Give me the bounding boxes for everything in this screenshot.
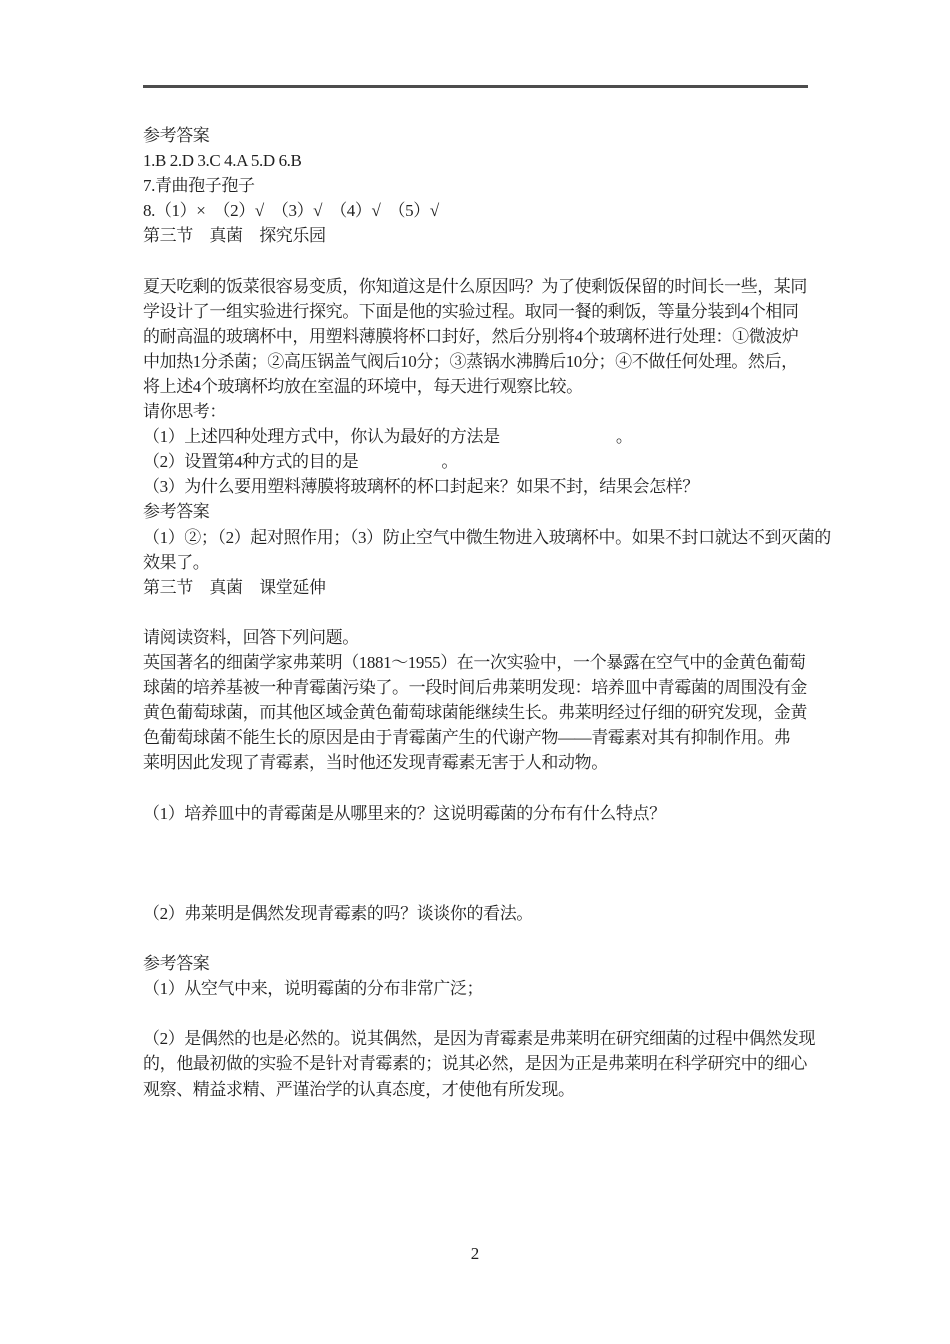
text-line: （1）从空气中来，说明霉菌的分布非常广泛； [143, 979, 484, 999]
text-line: 将上述4个玻璃杯均放在室温的环境中，每天进行观察比较。 [143, 376, 583, 396]
text-line: 色葡萄球菌不能生长的原因是由于青霉菌产生的代谢产物——青霉素对其有抑制作用。弗 [143, 728, 791, 748]
text-line: 8.（1）× （2）√ （3）√ （4）√ （5）√ [143, 201, 439, 221]
blank-line [143, 826, 809, 851]
text-line: 参考答案 [143, 126, 210, 145]
blank-line [143, 851, 809, 876]
text-line: （1）上述四种处理方式中，你认为最好的方法是 。 [143, 427, 633, 447]
text-line: 球菌的培养基被一种青霉菌污染了。一段时间后弗莱明发现：培养皿中青霉菌的周围没有金 [143, 678, 807, 698]
text-line: 黄色葡萄球菌，而其他区域金黄色葡萄球菌能继续生长。弗莱明经过仔细的研究发现，金黄 [143, 703, 807, 723]
blank-line [143, 926, 809, 951]
text-line: 请阅读资料，回答下列问题。 [143, 627, 359, 647]
blank-line [143, 876, 809, 901]
document-content [143, 123, 831, 1102]
text-line: 夏天吃剩的饭菜很容易变质，你知道这是什么原因吗？为了使剩饭保留的时间长一些，某同 [143, 276, 807, 296]
text-line: 的耐高温的玻璃杯中，用塑料薄膜将杯口封好，然后分别将4个玻璃杯进行处理：①微波炉 [143, 326, 799, 346]
text-line: 1.B 2.D 3.C 4.A 5.D 6.B [143, 151, 302, 171]
blank-line [143, 600, 809, 625]
text-line: 请你思考： [143, 402, 226, 422]
text-line: 的，他最初做的实验不是针对青霉素的；说其必然，是因为正是弗莱明在科学研究中的细心 [143, 1054, 807, 1074]
text-line: （1）培养皿中的青霉菌是从哪里来的？这说明霉菌的分布有什么特点？ [143, 803, 666, 823]
text-line: 观察、精益求精、严谨治学的认真态度，才使他有所发现。 [143, 1079, 575, 1099]
text-line: 第三节 真菌 探究乐园 [143, 226, 326, 246]
text-line: 7.青曲孢子孢子 [143, 176, 255, 196]
text-line: 中加热1分杀菌；②高压锅盖气阀后10分；③蒸锅水沸腾后10分；④不做任何处理。然后， [143, 351, 798, 371]
text-line: 参考答案 [143, 954, 210, 974]
text-line: 第三节 真菌 课堂延伸 [143, 577, 326, 597]
text-line: 学设计了一组实验进行探究。下面是他的实验过程。取同一餐的剩饭，等量分装到4个相同 [143, 301, 799, 321]
blank-line [143, 775, 809, 800]
text-line: （1）②；（2）起对照作用；（3）防止空气中微生物进入玻璃杯中。如果不封口就达不到灭菌的 [143, 527, 831, 547]
blank-line [143, 248, 809, 273]
header-rule [143, 85, 808, 88]
text-line: 参考答案 [143, 502, 210, 522]
text-line: 效果了。 [143, 552, 210, 572]
text-line: （3）为什么要用塑料薄膜将玻璃杯的杯口封起来？如果不封，结果会怎样？ [143, 477, 699, 497]
text-line: （2）是偶然的也是必然的。说其偶然，是因为青霉素是弗莱明在研究细菌的过程中偶然发现 [143, 1029, 816, 1049]
text-line: （2）设置第4种方式的目的是 。 [143, 452, 458, 472]
text-line: （2）弗莱明是偶然发现青霉素的吗？谈谈你的看法。 [143, 903, 533, 923]
blank-line [143, 1001, 809, 1026]
text-line: 英国著名的细菌学家弗莱明（1881～1955）在一次实验中，一个暴露在空气中的金黄色葡萄 [143, 652, 806, 672]
page-number: 2 [470, 1244, 480, 1263]
text-line: 莱明因此发现了青霉素，当时他还发现青霉素无害于人和动物。 [143, 753, 608, 773]
